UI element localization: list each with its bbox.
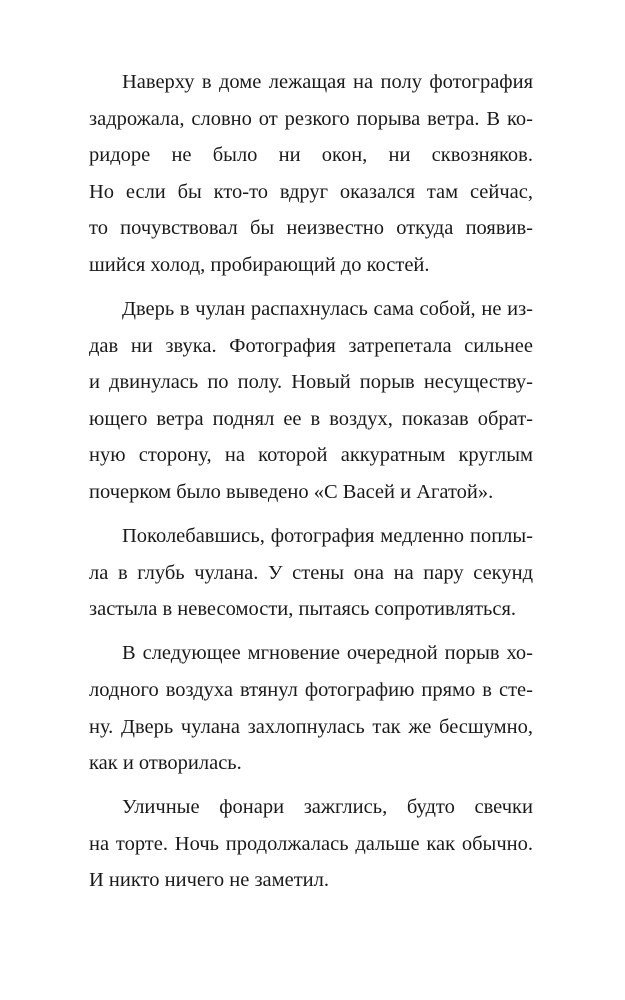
text-line: застыла в невесомости, пытаясь сопротивляться.: [89, 598, 517, 621]
paragraph-1: [89, 64, 533, 284]
text-line: ную сторону, на которой аккуратным круглым: [89, 444, 533, 467]
text-line: лодного воздуха втянул фотографию прямо в сте-: [89, 679, 533, 701]
text-line: Дверь в чулан распахнулась сама собой, не из-: [122, 298, 533, 321]
text-line: В следующее мгновение очередной порыв хо-: [122, 642, 533, 665]
text-line: почерком было выведено «С Васей и Агатой».: [89, 481, 494, 504]
text-line: дав ни звука. Фотография затрепетала сильнее: [89, 334, 533, 357]
text-line: И никто ничего не заметил.: [89, 869, 329, 892]
paragraph-5: [89, 789, 533, 899]
text-line: и двинулась по полу. Новый порыв несуществу-: [89, 371, 533, 394]
text-line: Наверху в доме лежащая на полу фотография: [122, 71, 533, 93]
text-line: ридоре не было ни окон, ни сквозняков.: [89, 144, 533, 167]
text-line: задрожала, словно от резкого порыва ветра. В ко-: [89, 107, 533, 130]
paragraph-4: [89, 635, 533, 781]
text-line: ну. Дверь чулана захлопнулась так же бесшумно,: [89, 715, 533, 738]
text-line: то почувствовал бы неизвестно откуда появив-: [89, 217, 533, 240]
text-line: ющего ветра поднял ее в воздух, показав обрат-: [89, 407, 533, 430]
page-text: [89, 64, 533, 907]
paragraph-2: [89, 291, 533, 511]
text-line: как и отворилась.: [89, 752, 242, 775]
text-line: ла в глубь чулана. У стены она на пару секунд: [89, 561, 533, 584]
text-line: на торте. Ночь продолжалась дальше как обычно.: [89, 832, 533, 855]
paragraph-3: [89, 518, 533, 628]
text-line: Но если бы кто-то вдруг оказался там сейчас,: [89, 180, 533, 203]
text-line: Уличные фонари зажглись, будто свечки: [122, 796, 533, 819]
text-line: Поколебавшись, фотография медленно поплы-: [122, 525, 533, 548]
text-line: шийся холод, пробирающий до костей.: [89, 253, 430, 276]
